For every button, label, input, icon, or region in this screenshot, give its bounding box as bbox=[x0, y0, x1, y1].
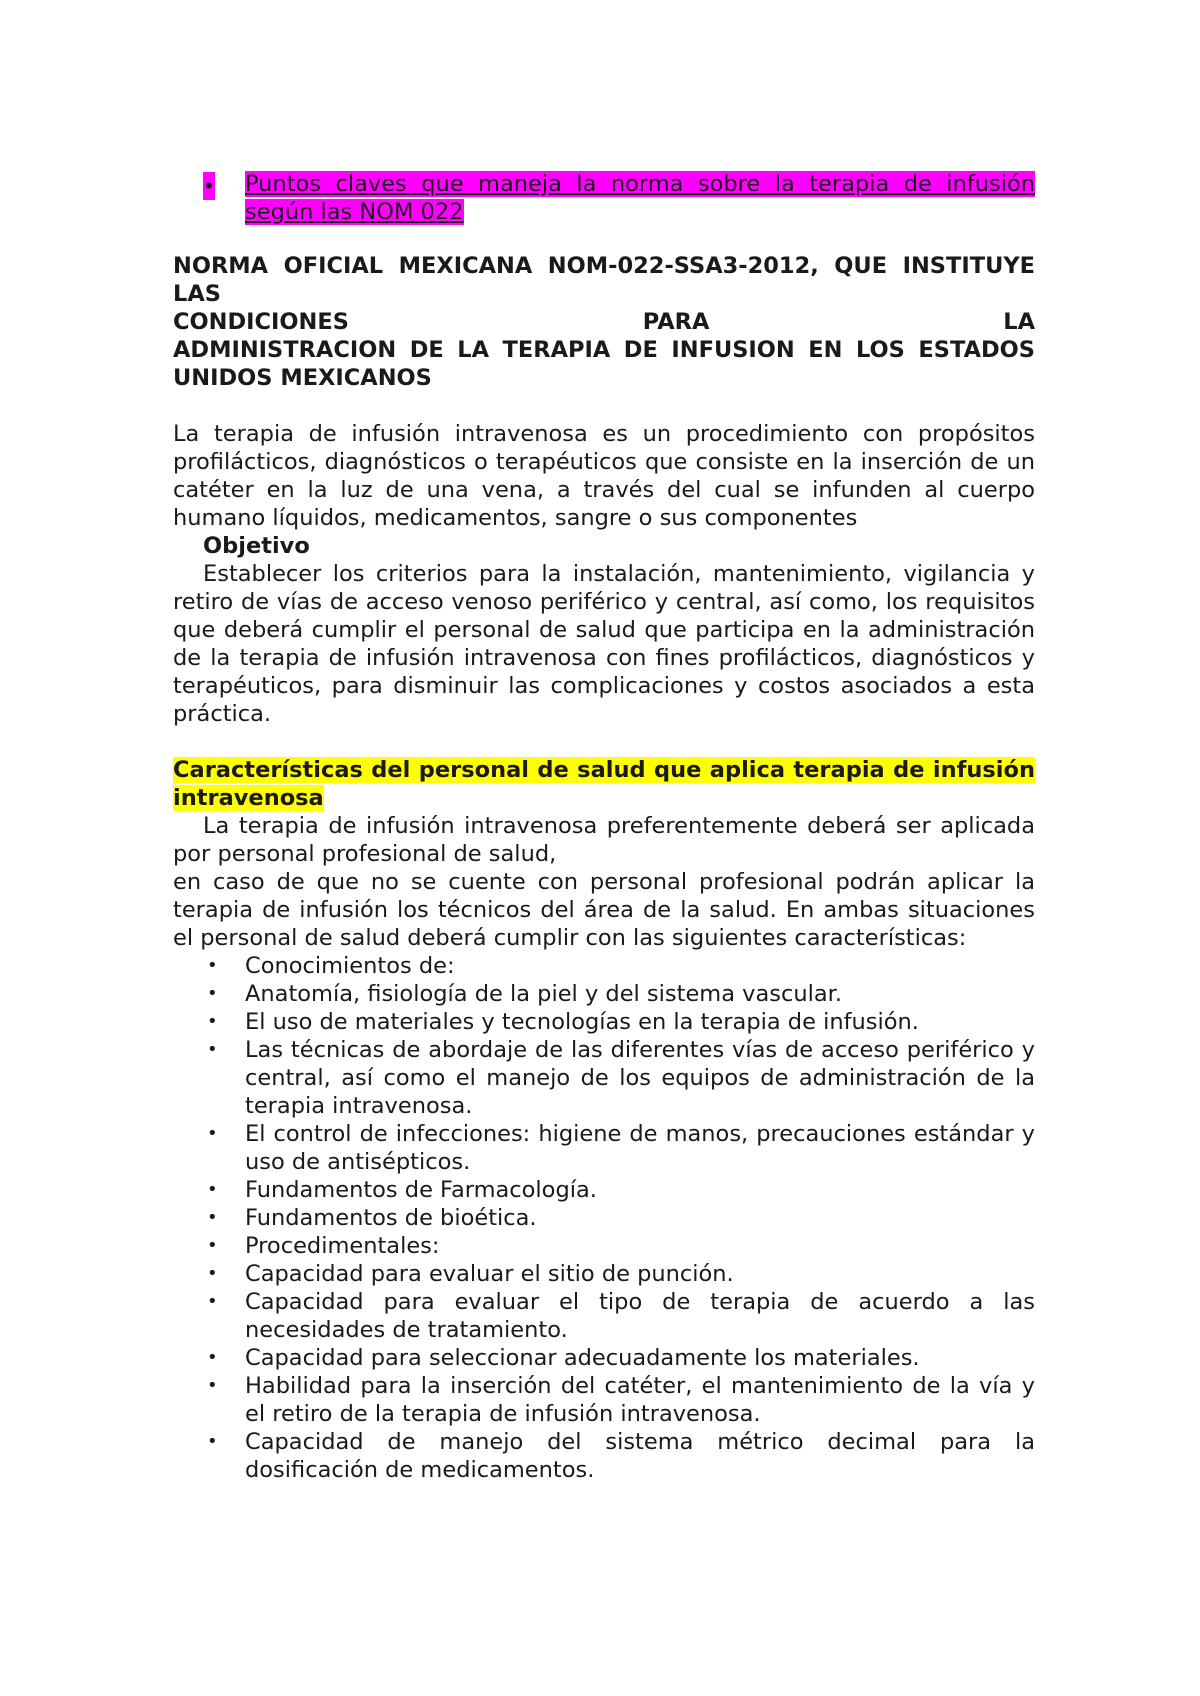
document-body bbox=[173, 170, 1035, 1484]
list-item bbox=[173, 1288, 1035, 1344]
list-item-text: Anatomía, fisiología de la piel y del sistema vascular. bbox=[245, 981, 842, 1007]
list-item-text: Capacidad de manejo del sistema métrico decimal para la dosificación de medicamentos. bbox=[245, 1429, 1035, 1483]
list-item bbox=[173, 952, 1035, 980]
objetivo-text: Establecer los criterios para la instalación, mantenimiento, vigilancia y retiro de vías de acceso venoso periférico y central, así como, los requisitos que deberá cumplir el personal de salud que participa en la administración de la terapia de infusión intravenosa con fines profilácticos, diagnósticos y terapéuticos, para disminuir las complicaciones y costos asociados a esta práctica. bbox=[173, 561, 1035, 727]
bullet-icon: • bbox=[207, 983, 218, 1004]
list-item-text: Capacidad para evaluar el sitio de punción. bbox=[245, 1261, 734, 1287]
bullet-icon: • bbox=[207, 955, 218, 976]
list-item bbox=[173, 1176, 1035, 1204]
norma-title bbox=[173, 252, 1035, 392]
norma-title-line-1: NORMA OFICIAL MEXICANA NOM-022-SSA3-2012, QUE INSTITUYE LAS bbox=[173, 253, 1035, 307]
bullet-icon: • bbox=[207, 1011, 218, 1032]
list-item-text: Las técnicas de abordaje de las diferentes vías de acceso periférico y central, así como el manejo de los equipos de administración de la terapia intravenosa. bbox=[245, 1037, 1035, 1119]
list-item-text: Capacidad para seleccionar adecuadamente los materiales. bbox=[245, 1345, 920, 1371]
bullet-icon: • bbox=[207, 1039, 218, 1060]
list-item-text: El uso de materiales y tecnologías en la terapia de infusión. bbox=[245, 1009, 919, 1035]
norma-title-line-2: CONDICIONES PARA LA bbox=[173, 309, 1035, 335]
list-item bbox=[173, 1428, 1035, 1484]
norma-title-line-4: UNIDOS MEXICANOS bbox=[173, 365, 432, 391]
list-item-text: El control de infecciones: higiene de manos, precauciones estándar y uso de antisépticos. bbox=[245, 1121, 1035, 1175]
bullet-icon: • bbox=[207, 1263, 218, 1284]
list-item bbox=[173, 1008, 1035, 1036]
bullet-icon: • bbox=[207, 1123, 218, 1144]
list-item bbox=[173, 1204, 1035, 1232]
bullet-icon: • bbox=[207, 1431, 218, 1452]
list-item bbox=[173, 1120, 1035, 1176]
caracteristicas-heading bbox=[173, 756, 1035, 812]
carac-text-1: La terapia de infusión intravenosa preferentemente deberá ser aplicada por personal profesional de salud, bbox=[173, 813, 1035, 867]
key-points-heading: Puntos claves que maneja la norma sobre la terapia de infusión según las NOM 022 bbox=[245, 171, 1035, 225]
list-item-text: Fundamentos de Farmacología. bbox=[245, 1177, 597, 1203]
list-item-text: Habilidad para la inserción del catéter, el mantenimiento de la vía y el retiro de la terapia de infusión intravenosa. bbox=[245, 1373, 1035, 1427]
characteristics-list bbox=[173, 952, 1035, 1484]
intro-paragraph: La terapia de infusión intravenosa es un procedimiento con propósitos profilácticos, diagnósticos o terapéuticos que consiste en la inserción de un catéter en la luz de una vena, a través del cual se infunden al cuerpo humano líquidos, medicamentos, sangre o sus componentes bbox=[173, 421, 1035, 531]
list-item-text: Capacidad para evaluar el tipo de terapia de acuerdo a las necesidades de tratamiento. bbox=[245, 1289, 1035, 1343]
key-points-bullet bbox=[173, 170, 1035, 226]
bullet-icon: • bbox=[203, 174, 215, 198]
bullet-icon: • bbox=[207, 1375, 218, 1396]
carac-text-2: en caso de que no se cuente con personal profesional podrán aplicar la terapia de infusión los técnicos del área de la salud. En ambas situaciones el personal de salud deberá cumplir con las siguientes características: bbox=[173, 869, 1035, 951]
bullet-icon: • bbox=[207, 1291, 218, 1312]
bullet-icon: • bbox=[207, 1235, 218, 1256]
list-item bbox=[173, 1036, 1035, 1120]
bullet-icon: • bbox=[207, 1207, 218, 1228]
caracteristicas-heading-text: Características del personal de salud que aplica terapia de infusión intravenosa bbox=[173, 757, 1035, 811]
objetivo-heading: Objetivo bbox=[203, 533, 310, 559]
list-item-text: Procedimentales: bbox=[245, 1233, 440, 1259]
list-item bbox=[173, 1260, 1035, 1288]
list-item bbox=[173, 980, 1035, 1008]
bullet-icon: • bbox=[207, 1179, 218, 1200]
bullet-icon: • bbox=[207, 1347, 218, 1368]
list-item bbox=[173, 1372, 1035, 1428]
list-item-text: Conocimientos de: bbox=[245, 953, 455, 979]
norma-title-line-3: ADMINISTRACION DE LA TERAPIA DE INFUSION EN LOS ESTADOS bbox=[173, 337, 1035, 363]
list-item-text: Fundamentos de bioética. bbox=[245, 1205, 537, 1231]
list-item bbox=[173, 1344, 1035, 1372]
list-item bbox=[173, 1232, 1035, 1260]
